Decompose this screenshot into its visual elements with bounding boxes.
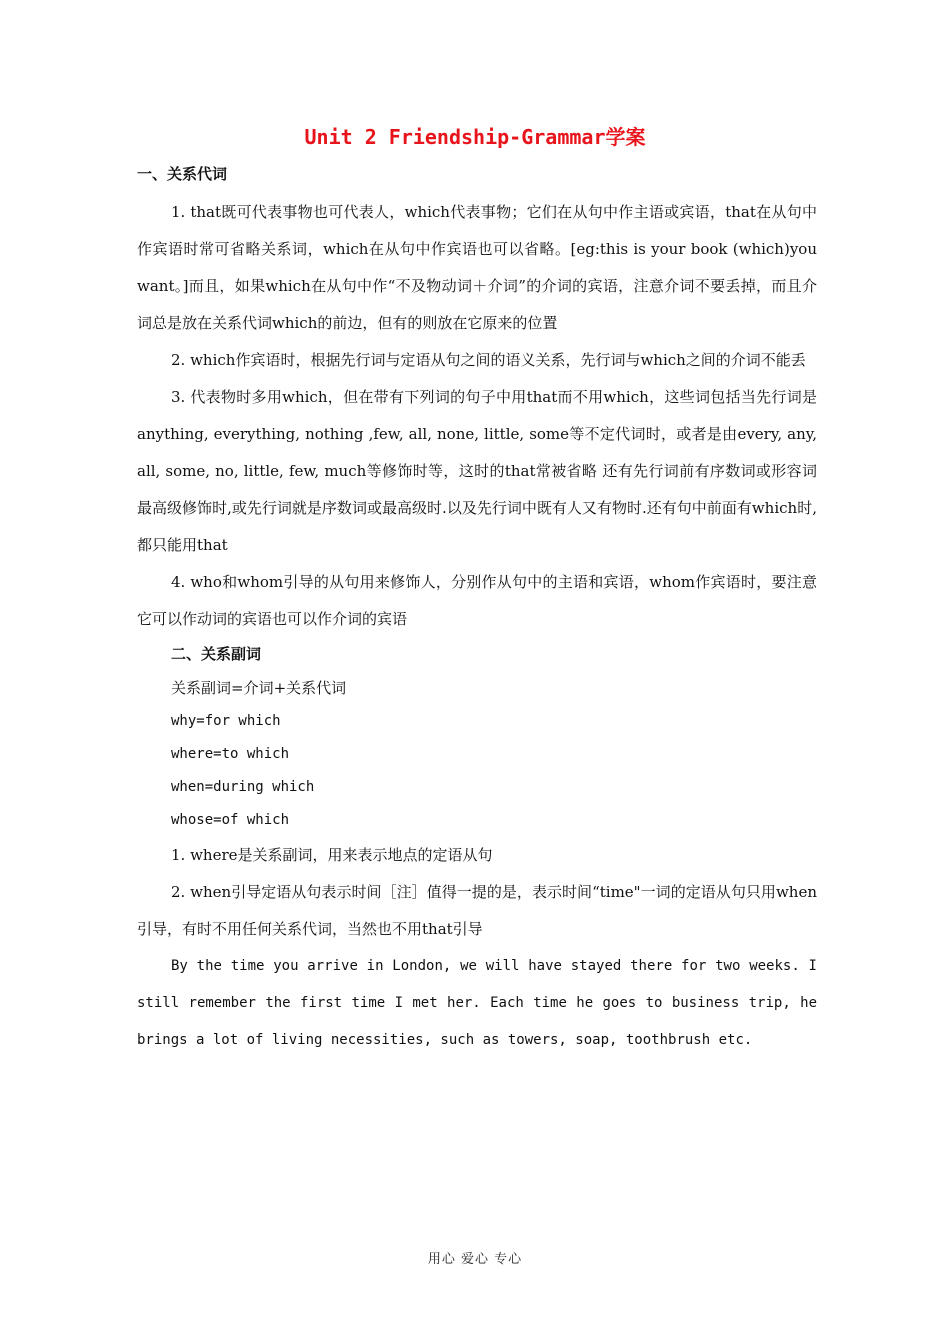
paragraph-item-1: 1. that既可代表事物也可代表人，which代表事物；它们在从句中作主语或宾语，that在从句中作宾语时常可省略关系词，which在从句中作宾语也可以省略。[eg:this is your book (which)you want。]而且，如果which在从句中作“不及物动词＋介词”的介词的宾语，注意介词不要丢掉，而且介词总是放在关系代词which的前边，但有的则放在它原来的位置 [137, 203, 817, 332]
paragraph-item-3: 3. 代表物时多用which，但在带有下列词的句子中用that而不用which，这些词包括当先行词是anything, everything, nothing ,few, all, none, little, some等不定代词时，或者是由every, any, all, some, no, little, few, much等修饰时等，这时的that常被省略 还有先行词前有序数词或形容词最高级修饰时,或先行词就是序数词或最高级时.以及先行词中既有人又有物时.还有句中前面有which时,都只能用that [137, 388, 817, 554]
page-footer: 用心 爱心 专心 [427, 1252, 523, 1267]
formula-line-definition: 关系副词=介词+关系代词 [171, 679, 347, 697]
formula-line-when: when=during which [171, 779, 315, 795]
document-body [137, 160, 817, 1059]
section-heading-relative-adverbs: 二、关系副词 [171, 645, 262, 663]
example-sentences: By the time you arrive in London, we will have stayed there for two weeks. I still remember the first time I met her. Each time he goes to business trip, he brings a lot of living necessities, such as towers, soap, toothbrush etc. [137, 958, 817, 1048]
formula-line-whose: whose=of which [171, 812, 290, 828]
paragraph-item-4: 4. who和whom引导的从句用来修饰人，分别作从句中的主语和宾语，whom作宾语时，要注意它可以作动词的宾语也可以作介词的宾语 [137, 573, 817, 628]
adverb-item-2: 2. when引导定语从句表示时间［注］值得一提的是，表示时间“time"一词的定语从句只用when引导，有时不用任何关系代词，当然也不用that引导 [137, 883, 817, 938]
formula-line-why: why=for which [171, 713, 281, 729]
adverb-item-1: 1. where是关系副词，用来表示地点的定语从句 [171, 846, 493, 864]
section-heading-relative-pronouns: 一、关系代词 [137, 165, 228, 183]
paragraph-item-2: 2. which作宾语时，根据先行词与定语从句之间的语义关系，先行词与which之间的介词不能丢 [171, 351, 806, 369]
formula-line-where: where=to which [171, 746, 290, 762]
page-title: Unit 2 Friendship-Grammar学案 [304, 125, 646, 149]
